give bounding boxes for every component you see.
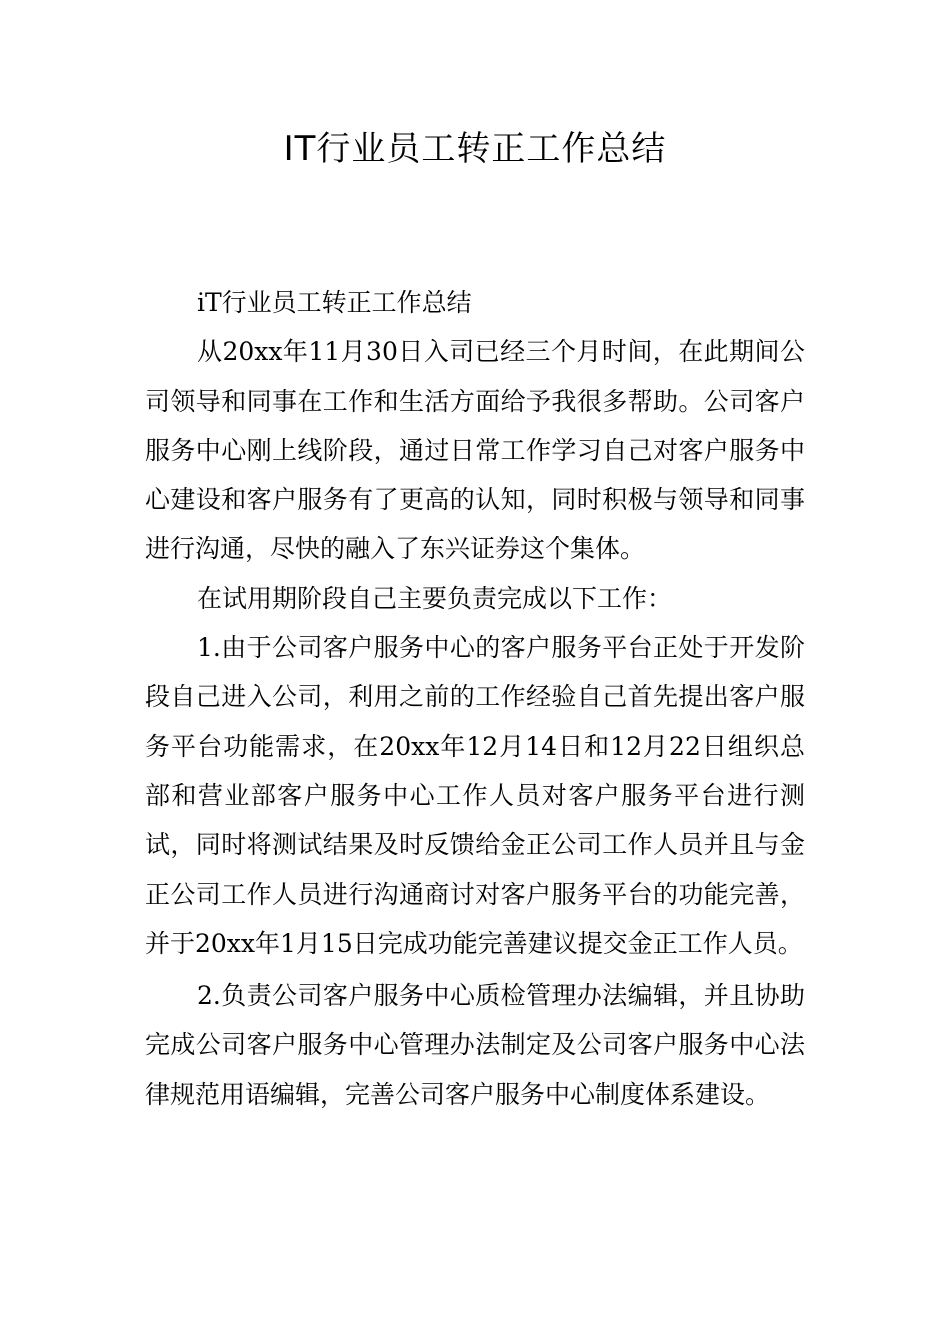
paragraph-item-2: 2.负责公司客户服务中心质检管理办法编辑，并且协助完成公司客户服务中心管理办法制定及公司客户服务中心法律规范用语编辑，完善公司客户服务中心制度体系建设。 (145, 981, 805, 1109)
paragraph-work-heading: 在试用期阶段自己主要负责完成以下工作： (197, 583, 673, 613)
paragraph-intro: 从20xx年11月30日入司已经三个月时间，在此期间公司领导和同事在工作和生活方面给予我很多帮助。公司客户服务中心刚上线阶段，通过日常工作学习自己对客户服务中心建设和客户服务有了更高的认知，同时积极与领导和同事进行沟通，尽快的融入了东兴证券这个集体。 (145, 337, 805, 564)
paragraph-subtitle: iT行业员工转正工作总结 (197, 288, 472, 317)
paragraph-item-1: 1.由于公司客户服务中心的客户服务平台正处于开发阶段自己进入公司，利用之前的工作经验自己首先提出客户服务平台功能需求，在20xx年12月14日和12月22日组织总部和营业部客户服务中心工作人员对客户服务平台进行测试，同时将测试结果及时反馈给金正公司工作人员并且与金正公司工作人员进行沟通商讨对客户服务平台的功能完善，并于20xx年1月15日完成功能完善建议提交金正工作人员。 (145, 633, 805, 958)
document-body (145, 278, 805, 1119)
document-title: IT行业员工转正工作总结 (283, 129, 667, 169)
